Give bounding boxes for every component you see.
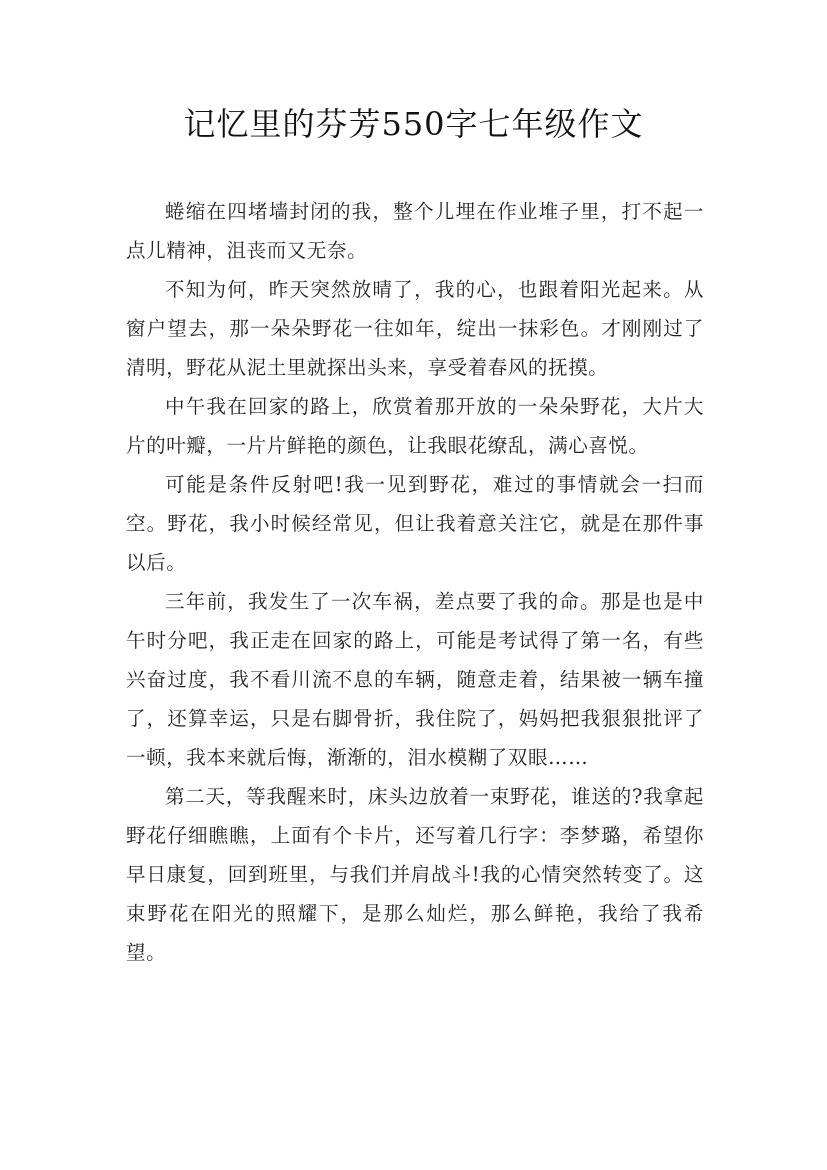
paragraph-5: 三年前，我发生了一次车祸，差点要了我的命。那是也是中午时分吧，我正走在回家的路上，可能是考试得了第一名，有些兴奋过度，我不看川流不息的车辆，随意走着，结果被一辆车撞了，还算幸运，只是右脚骨折，我住院了，妈妈把我狠狠批评了一顿，我本来就后悔，渐渐的，泪水模糊了双眼…… [126,590,704,769]
paragraph-1: 蜷缩在四堵墙封闭的我，整个儿埋在作业堆子里，打不起一点儿精神，沮丧而又无奈。 [126,200,704,262]
paragraph-6: 第二天，等我醒来时，床头边放着一束野花，谁送的?我拿起野花仔细瞧瞧，上面有个卡片，还写着几行字：李梦璐，希望你早日康复，回到班里，与我们并肩战斗!我的心情突然转变了。这束野花在阳光的照耀下，是那么灿烂，那么鲜艳，我给了我希望。 [126,785,704,964]
paragraph-3: 中午我在回家的路上，欣赏着那开放的一朵朵野花，大片大片的叶瓣，一片片鲜艳的颜色，让我眼花缭乱，满心喜悦。 [126,395,704,457]
document-body [126,192,704,972]
paragraph-4: 可能是条件反射吧!我一见到野花，难过的事情就会一扫而空。野花，我小时候经常见，但让我着意关注它，就是在那件事以后。 [126,473,704,574]
document-title: 记忆里的芬芳550字七年级作文 [183,105,644,143]
paragraph-2: 不知为何，昨天突然放晴了，我的心，也跟着阳光起来。从窗户望去，那一朵朵野花一往如年，绽出一抹彩色。才刚刚过了清明，野花从泥土里就探出头来，享受着春风的抚摸。 [126,278,704,379]
